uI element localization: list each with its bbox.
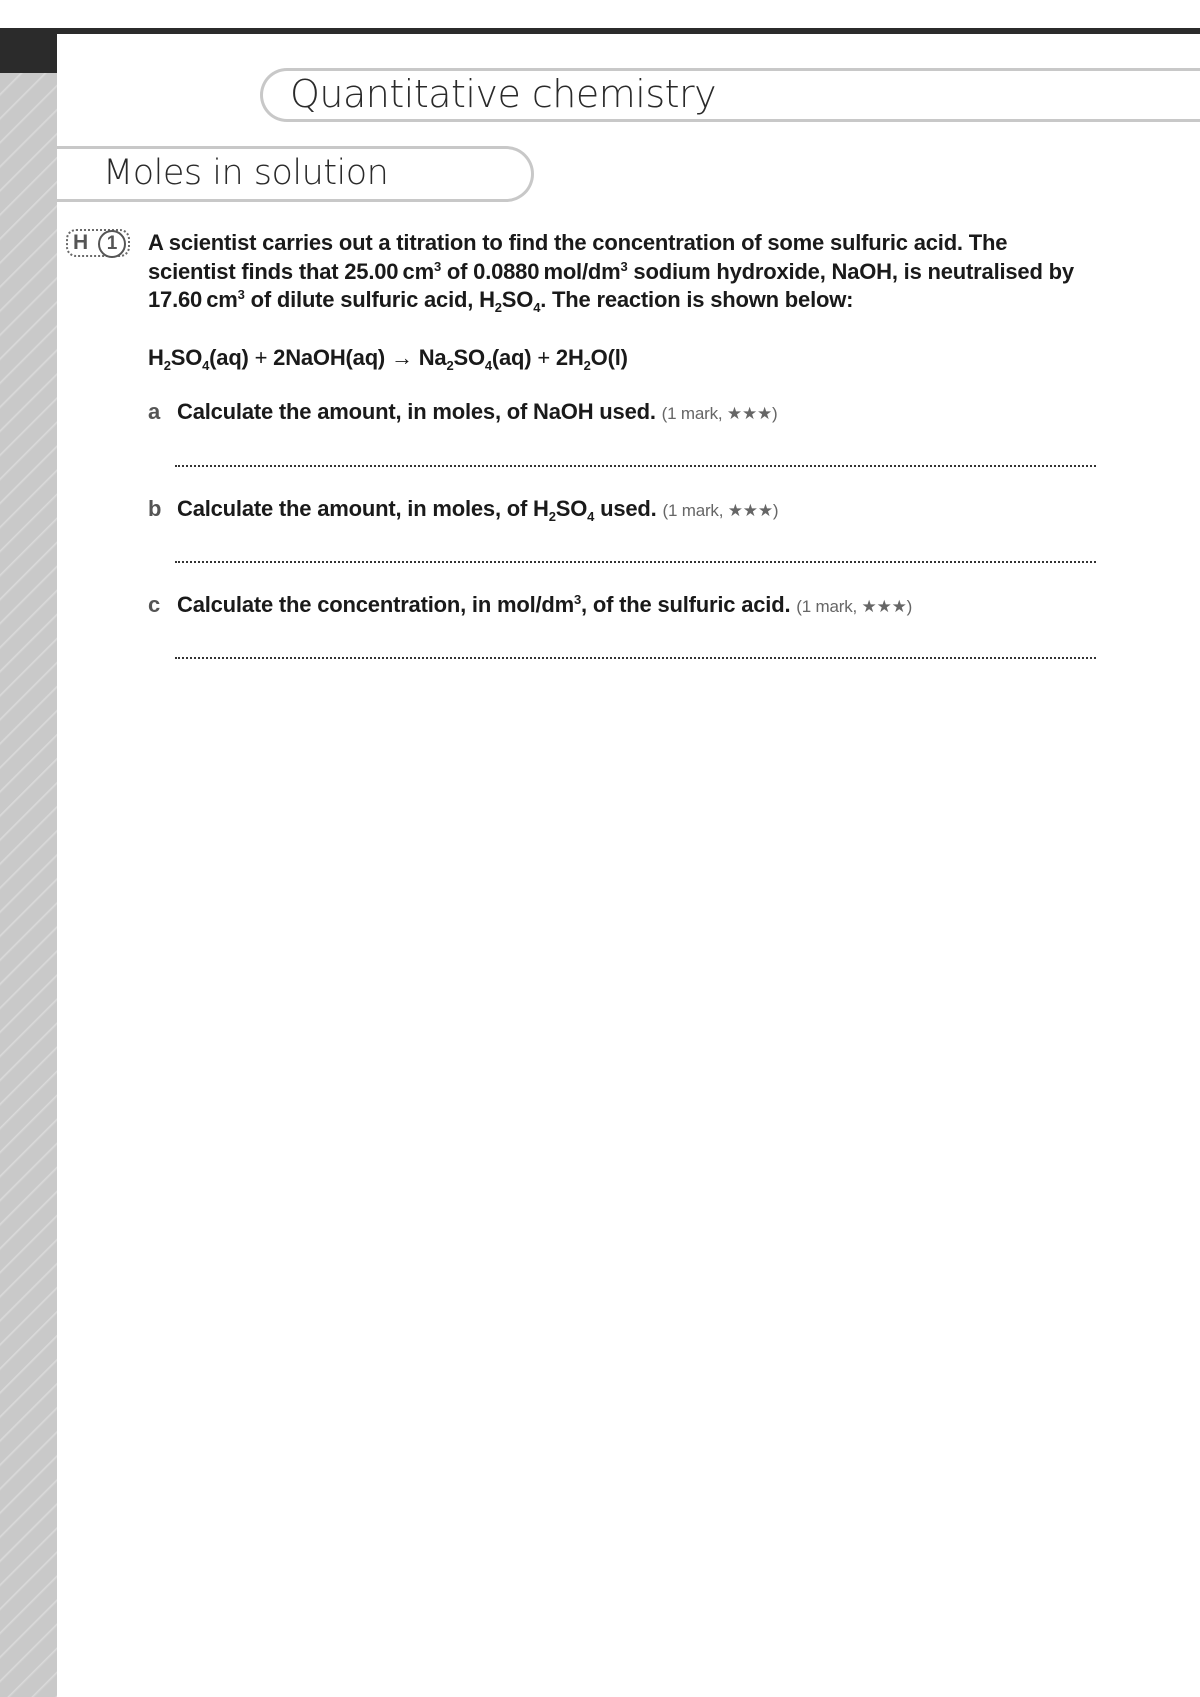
top-rule (0, 28, 1200, 34)
reaction-equation: $H_2SO_4(aq)$ + 2NaOH(aq) → $Na_2SO_4(aq) + 2H_2O(l)$ (148, 345, 628, 373)
marks-info: (1 mark, ★★★) (796, 597, 913, 616)
side-stripe (0, 73, 57, 1697)
answer-line-c[interactable] (175, 657, 1096, 659)
answer-line-b[interactable] (175, 561, 1096, 563)
section-title: Moles in solution (103, 153, 389, 193)
higher-tier-label: H (73, 231, 89, 254)
question-part-c (148, 591, 912, 621)
part-text: Calculate the concentration, in mol/$dm^3$, of the sulfuric acid. (177, 592, 791, 617)
stem-line-3: 17.60 $cm^3$ of dilute sulfuric acid, $H_2SO_4$. The reaction is shown below: (148, 287, 854, 315)
corner-block (0, 28, 57, 73)
marks-info: (1 mark, ★★★) (662, 501, 779, 520)
part-text: Calculate the amount, in moles, of $H_2SO_4$ used. (177, 496, 657, 524)
part-text: Calculate the amount, in moles, of NaOH used. (177, 399, 656, 424)
plus-sign: + (537, 345, 550, 370)
stem-line-1: A scientist carries out a titration to find the concentration of some sulfuric acid. The (148, 230, 1008, 255)
part-letter: c (148, 592, 161, 617)
plus-sign: + (254, 345, 268, 370)
part-letter: b (148, 496, 162, 521)
marks-info: (1 mark, ★★★) (661, 404, 778, 423)
stem-line-2: scientist finds that 25.00 $cm^3$ of 0.0880 mol/$dm^3$ sodium hydroxide, NaOH, is neutralised by (148, 258, 1074, 284)
chapter-title: Quantitative chemistry (290, 72, 717, 116)
part-letter: a (148, 399, 161, 424)
reaction-arrow-icon: → (390, 345, 413, 370)
answer-line-a[interactable] (175, 465, 1096, 467)
question-stem (148, 229, 1108, 315)
question-number: 1 (98, 230, 126, 258)
question-part-b (148, 495, 778, 525)
question-part-a (148, 398, 778, 428)
